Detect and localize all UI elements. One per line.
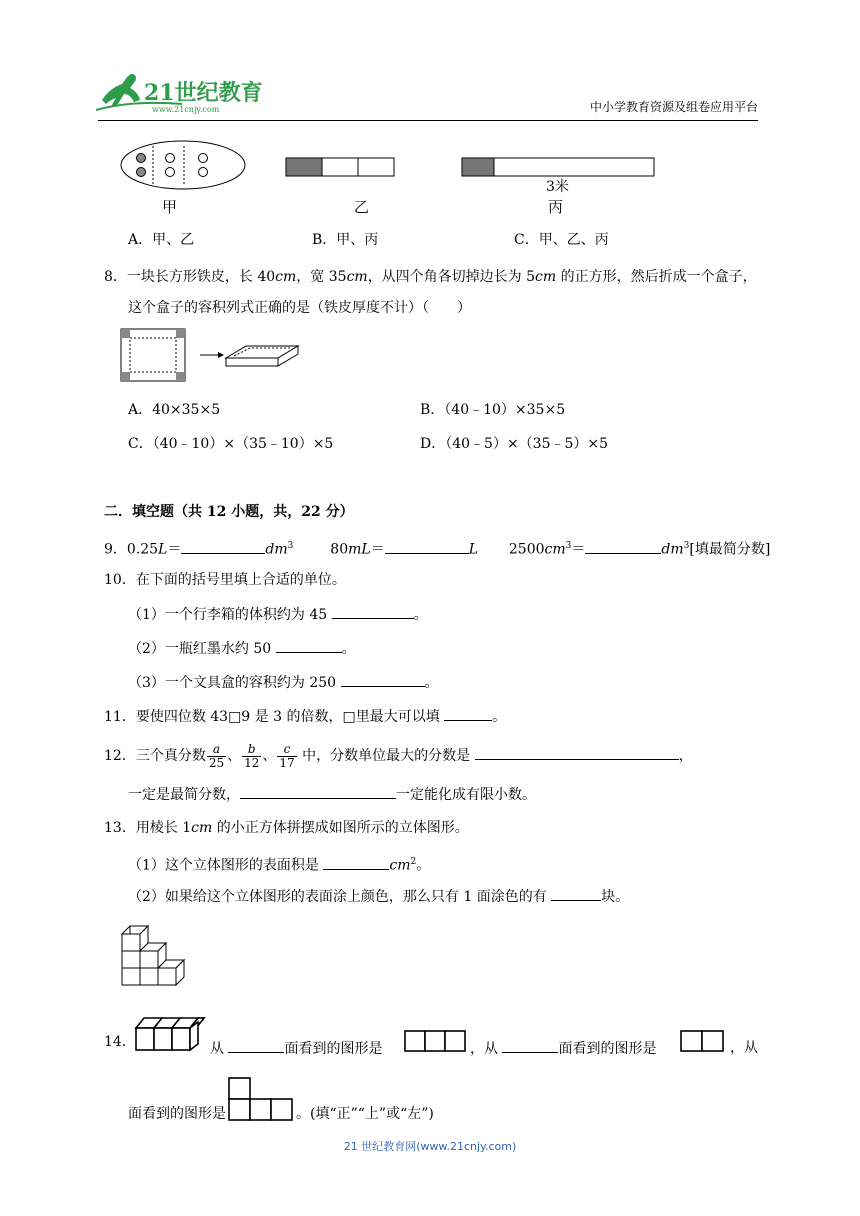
q8-option-d: D．（40﹣5）×（35﹣5）×5 [420,436,609,452]
q14-view-two-squares [680,1030,726,1054]
q12-line1: 12．三个真分数 $\frac{a}{25}$ 、 $\frac{b}{12}$ 、 $\frac{c}{17}$ 中，分数单位最大的分数是 ， [104,741,693,770]
q14-view-three-squares [404,1030,468,1054]
q7-option-b: B．甲、丙 [312,232,379,248]
q12-blank-2[interactable] [240,784,396,799]
q8-option-a: A．40×35×5 [128,402,221,418]
q13-stem: 13．用棱长 1cm 的小正方体拼摆成如图所示的立体图形。 [104,820,469,836]
q9-blank-1[interactable] [181,539,265,554]
q10-part3: （3）一个文具盒的容积约为 250 。 [128,672,439,693]
figure-jia [121,141,245,216]
q13-blank-1[interactable] [323,855,389,870]
q8-stem-line2: 这个盒子的容积列式正确的是（铁皮厚度不计）（ ） [128,300,471,316]
q10-part2: （2）一瓶红墨水约 50 。 [128,638,356,659]
q13-cube-figure [120,916,194,990]
q14-solid-figure [132,1012,208,1054]
fraction-c-17: $\frac{c}{17}$ [279,741,295,770]
q12-blank-1[interactable] [475,745,679,760]
q10-part1: （1）一个行李箱的体积约为 45 。 [128,604,428,625]
figure-bing [462,158,654,216]
label-yi: 乙 [354,198,370,216]
fraction-a-25: $\frac{a}{25}$ [208,741,225,770]
footer-text: 21 世纪教育网(www.21cnjy.com) [343,1140,517,1153]
q7-figures [118,138,678,220]
q10-stem: 10．在下面的括号里填上合适的单位。 [104,572,346,588]
q14-text-2: ，从 面看到的图形是 [470,1038,656,1059]
q9-blank-3[interactable] [585,539,661,554]
logo-text: 21世纪教育 [144,80,263,106]
q8-option-b: B．（40﹣10）×35×5 [420,402,566,418]
q9: 9．$0.25L= dm^3$ 80mL＝ L $2500cm^3= dm^3$[填最简分数] [104,536,770,560]
logo [92,70,267,118]
q10-blank-1[interactable] [332,604,414,619]
q7-option-a: A．甲、乙 [128,232,195,248]
q10-blank-2[interactable] [276,638,342,653]
q8-option-c: C．（40﹣10）×（35﹣10）×5 [128,436,334,452]
q14-line1: 14． [104,1034,136,1050]
q13-part2: （2）如果给这个立体图形的表面涂上颜色，那么只有 1 面涂色的有 块。 [128,886,629,907]
q14-line2-b: 。(填“正”“上”或“左”) [296,1106,434,1122]
q14-view-l-shape [228,1077,294,1123]
q8-stem-line1: 8．一块长方形铁皮，长 40cm，宽 35cm，从四个角各切掉边长为 5cm 的正方形，然后折成一个盒子， [104,269,757,285]
fraction-b-12: $\frac{b}{12}$ [244,741,260,770]
q14-text-3: ，从 [730,1040,758,1056]
q13-part1: （1）这个立体图形的表面积是 $cm^2$。 [128,852,430,876]
header-divider [98,120,758,121]
q8-figure [118,326,308,388]
label-bing: 丙 [548,198,564,216]
q14-text-1: 从 面看到的图形是 [210,1038,382,1059]
q7-option-c: C．甲、乙、丙 [514,232,609,248]
header-right-text: 中小学教育资源及组卷应用平台 [589,100,758,114]
section-title: 二．填空题（共 12 小题，共，22 分） [104,504,354,520]
bing-length-label: 3米 [546,179,569,195]
q14-line2-a: 面看到的图形是 [128,1106,226,1122]
q12-line2: 一定是最简分数， 一定能化成有限小数。 [128,784,536,805]
q14-blank-1[interactable] [228,1038,284,1053]
q11-blank[interactable] [444,706,492,721]
q14-blank-2[interactable] [502,1038,558,1053]
q9-blank-2[interactable] [385,539,469,554]
q10-blank-3[interactable] [341,672,425,687]
q13-blank-2[interactable] [551,886,601,901]
figure-yi [286,158,394,216]
q11: 11．要使四位数 43□9 是 3 的倍数，□里最大可以填 。 [104,706,506,727]
label-jia: 甲 [162,198,178,216]
logo-url: www.21cnjy.com [152,105,220,114]
